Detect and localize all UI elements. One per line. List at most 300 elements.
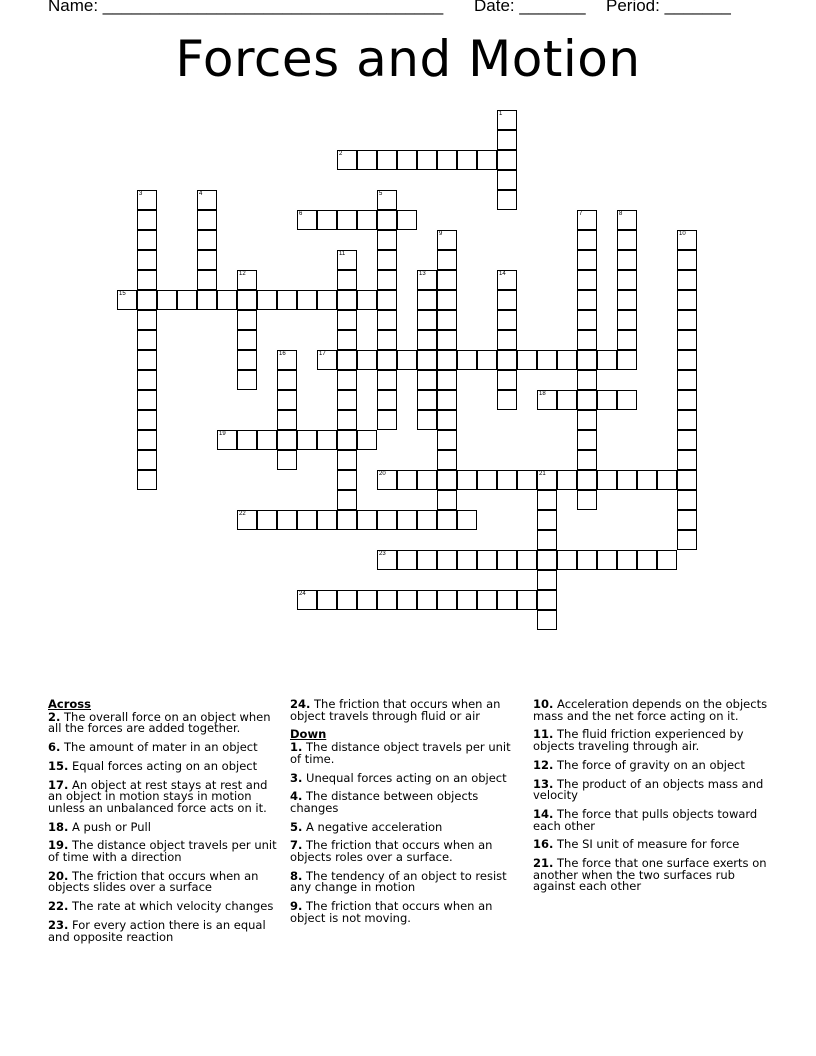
grid-cell[interactable] <box>337 270 357 290</box>
clue-number: 3 <box>139 191 143 197</box>
grid-cell[interactable] <box>197 270 217 290</box>
clue-item-text: For every action there is an equal and opposite reaction <box>48 917 266 944</box>
grid-cell[interactable] <box>137 430 157 450</box>
grid-cell[interactable] <box>497 150 517 170</box>
grid-cell[interactable] <box>417 510 437 530</box>
grid-cell[interactable] <box>377 310 397 330</box>
grid-cell[interactable] <box>437 450 457 470</box>
clue-item-number: 10. <box>533 697 554 711</box>
clue-item-number: 6. <box>48 740 61 755</box>
clue-number: 15 <box>119 291 126 297</box>
grid-cell[interactable] <box>437 590 457 610</box>
grid-cell[interactable] <box>497 550 517 570</box>
name-field[interactable]: Name: ____________________________________ <box>48 0 444 15</box>
grid-cell[interactable] <box>377 590 397 610</box>
grid-cell[interactable] <box>557 470 577 490</box>
grid-cell[interactable] <box>437 550 457 570</box>
grid-cell[interactable] <box>137 270 157 290</box>
grid-cell[interactable] <box>437 410 457 430</box>
clue-number: 5 <box>379 191 383 197</box>
clue-number: 13 <box>419 271 426 277</box>
grid-cell[interactable] <box>197 230 217 250</box>
grid-cell[interactable] <box>197 250 217 270</box>
grid-cell[interactable] <box>537 350 557 370</box>
grid-cell[interactable] <box>377 370 397 390</box>
clue-item-number: 19. <box>48 838 69 853</box>
grid-cell[interactable] <box>437 350 457 370</box>
grid-cell[interactable] <box>677 490 697 510</box>
grid-cell[interactable] <box>417 350 437 370</box>
grid-cell[interactable] <box>677 310 697 330</box>
grid-cell[interactable] <box>437 330 457 350</box>
grid-cell[interactable] <box>197 210 217 230</box>
clue-item-number: 12. <box>533 757 554 772</box>
clue-item <box>48 901 280 913</box>
grid-cell[interactable] <box>577 450 597 470</box>
grid-cell[interactable] <box>617 250 637 270</box>
grid-cell[interactable] <box>377 550 397 570</box>
grid-cell[interactable] <box>377 330 397 350</box>
grid-cell[interactable] <box>277 390 297 410</box>
grid-cell[interactable] <box>537 590 557 610</box>
clue-number: 18 <box>539 391 546 397</box>
grid-cell[interactable] <box>437 490 457 510</box>
clue-item-text: The friction that occurs when an objects roles over a surface. <box>290 838 493 865</box>
grid-cell[interactable] <box>437 230 457 250</box>
period-field[interactable]: Period: _______ <box>606 0 731 15</box>
clue-item-text: The force that pulls objects toward each other <box>533 806 758 833</box>
grid-cell[interactable] <box>677 390 697 410</box>
grid-cell[interactable] <box>477 350 497 370</box>
clue-item-number: 15. <box>48 758 69 773</box>
clue-item-text: The tendency of an object to resist any change in motion <box>290 868 507 895</box>
grid-cell[interactable] <box>477 590 497 610</box>
grid-cell[interactable] <box>677 370 697 390</box>
grid-cell[interactable] <box>337 250 357 270</box>
clue-item <box>48 742 280 754</box>
grid-cell[interactable] <box>277 510 297 530</box>
grid-cell[interactable] <box>337 150 357 170</box>
grid-cell[interactable] <box>237 350 257 370</box>
grid-cell[interactable] <box>377 230 397 250</box>
clue-item-number: 5. <box>290 819 303 834</box>
grid-cell[interactable] <box>657 470 677 490</box>
grid-cell[interactable] <box>377 390 397 410</box>
grid-cell[interactable] <box>557 350 577 370</box>
grid-cell[interactable] <box>237 270 257 290</box>
grid-cell[interactable] <box>477 150 497 170</box>
clue-item-text: The distance between objects changes <box>290 789 479 815</box>
clue-number: 16 <box>279 351 286 357</box>
grid-cell[interactable] <box>537 570 557 590</box>
grid-cell[interactable] <box>397 470 417 490</box>
clue-item <box>533 839 771 851</box>
grid-cell[interactable] <box>617 330 637 350</box>
grid-cell[interactable] <box>597 550 617 570</box>
grid-cell[interactable] <box>617 290 637 310</box>
grid-cell[interactable] <box>277 430 297 450</box>
grid-cell[interactable] <box>457 470 477 490</box>
grid-cell[interactable] <box>597 470 617 490</box>
grid-cell[interactable] <box>337 390 357 410</box>
grid-cell[interactable] <box>537 490 557 510</box>
clue-number: 9 <box>439 231 443 237</box>
grid-cell[interactable] <box>117 290 137 310</box>
grid-cell[interactable] <box>277 450 297 470</box>
grid-cell[interactable] <box>417 590 437 610</box>
clue-item <box>290 770 522 785</box>
page-title: Forces and Motion <box>175 30 641 88</box>
grid-cell[interactable] <box>137 410 157 430</box>
grid-cell[interactable] <box>417 410 437 430</box>
grid-cell[interactable] <box>557 390 577 410</box>
grid-cell[interactable] <box>597 390 617 410</box>
grid-cell[interactable] <box>337 490 357 510</box>
grid-cell[interactable] <box>497 270 517 290</box>
grid-cell[interactable] <box>517 550 537 570</box>
grid-cell[interactable] <box>417 150 437 170</box>
grid-cell[interactable] <box>497 290 517 310</box>
grid-cell[interactable] <box>577 410 597 430</box>
grid-cell[interactable] <box>577 270 597 290</box>
grid-cell[interactable] <box>617 470 637 490</box>
grid-cell[interactable] <box>137 230 157 250</box>
grid-cell[interactable] <box>677 270 697 290</box>
grid-cell[interactable] <box>197 290 217 310</box>
clue-item-text: The friction that occurs when an object travels through fluid or air <box>290 697 501 723</box>
grid-cell[interactable] <box>357 590 377 610</box>
grid-cell[interactable] <box>577 210 597 230</box>
grid-cell[interactable] <box>257 290 277 310</box>
grid-cell[interactable] <box>317 210 337 230</box>
clue-item-number: 23. <box>48 917 69 932</box>
grid-cell[interactable] <box>137 450 157 470</box>
grid-cell[interactable] <box>497 350 517 370</box>
grid-cell[interactable] <box>337 370 357 390</box>
date-field[interactable]: Date: _______ <box>474 0 586 15</box>
grid-cell[interactable] <box>417 390 437 410</box>
grid-cell[interactable] <box>577 390 597 410</box>
grid-cell[interactable] <box>677 410 697 430</box>
grid-cell[interactable] <box>417 330 437 350</box>
grid-cell[interactable] <box>457 550 477 570</box>
grid-cell[interactable] <box>237 430 257 450</box>
grid-cell[interactable] <box>177 290 197 310</box>
clues-column-2 <box>290 699 522 932</box>
grid-cell[interactable] <box>437 310 457 330</box>
grid-cell[interactable] <box>137 190 157 210</box>
clue-item-text: The force that one surface exerts on another when the two surfaces rub against each other <box>533 856 767 894</box>
grid-cell[interactable] <box>317 510 337 530</box>
grid-cell[interactable] <box>577 250 597 270</box>
clue-item-number: 18. <box>48 819 69 834</box>
grid-cell[interactable] <box>617 310 637 330</box>
clue-item <box>533 776 771 803</box>
grid-cell[interactable] <box>497 130 517 150</box>
clue-item-number: 11. <box>533 727 554 742</box>
grid-cell[interactable] <box>677 530 697 550</box>
grid-cell[interactable] <box>617 350 637 370</box>
across-heading: Across <box>48 697 91 711</box>
grid-cell[interactable] <box>377 410 397 430</box>
grid-cell[interactable] <box>237 290 257 310</box>
clue-item-number: 9. <box>290 899 303 914</box>
grid-cell[interactable] <box>317 430 337 450</box>
grid-cell[interactable] <box>437 150 457 170</box>
grid-cell[interactable] <box>577 370 597 390</box>
grid-cell[interactable] <box>417 290 437 310</box>
grid-cell[interactable] <box>657 550 677 570</box>
clue-item <box>290 791 522 814</box>
grid-cell[interactable] <box>597 350 617 370</box>
grid-cell[interactable] <box>377 250 397 270</box>
grid-cell[interactable] <box>497 170 517 190</box>
grid-cell[interactable] <box>497 310 517 330</box>
grid-cell[interactable] <box>317 350 337 370</box>
grid-cell[interactable] <box>517 590 537 610</box>
clue-item <box>290 699 522 722</box>
grid-cell[interactable] <box>377 210 397 230</box>
grid-cell[interactable] <box>437 290 457 310</box>
grid-cell[interactable] <box>137 470 157 490</box>
grid-cell[interactable] <box>137 250 157 270</box>
grid-cell[interactable] <box>537 610 557 630</box>
clue-item <box>533 699 771 722</box>
grid-cell[interactable] <box>457 510 477 530</box>
grid-cell[interactable] <box>517 470 537 490</box>
grid-cell[interactable] <box>677 450 697 470</box>
clue-number: 4 <box>199 191 203 197</box>
clue-item <box>48 709 280 736</box>
grid-cell[interactable] <box>237 330 257 350</box>
grid-cell[interactable] <box>437 430 457 450</box>
clue-item-number: 14. <box>533 806 554 821</box>
grid-cell[interactable] <box>437 510 457 530</box>
grid-cell[interactable] <box>357 150 377 170</box>
clue-item <box>48 917 280 944</box>
clue-number: 24 <box>299 591 306 597</box>
grid-cell[interactable] <box>557 550 577 570</box>
grid-cell[interactable] <box>137 210 157 230</box>
grid-cell[interactable] <box>417 270 437 290</box>
grid-cell[interactable] <box>477 550 497 570</box>
grid-cell[interactable] <box>577 350 597 370</box>
grid-cell[interactable] <box>137 330 157 350</box>
clue-number: 7 <box>579 211 583 217</box>
clue-item <box>533 729 771 752</box>
grid-cell[interactable] <box>377 510 397 530</box>
grid-cell[interactable] <box>617 550 637 570</box>
clue-item-text: The overall force on an object when all the forces are added together. <box>48 709 271 736</box>
grid-cell[interactable] <box>677 330 697 350</box>
grid-cell[interactable] <box>277 290 297 310</box>
clue-item-number: 4. <box>290 789 303 804</box>
grid-cell[interactable] <box>337 510 357 530</box>
clue-item-number: 20. <box>48 868 69 883</box>
grid-cell[interactable] <box>377 290 397 310</box>
clue-item-text: Equal forces acting on an object <box>72 758 258 773</box>
grid-cell[interactable] <box>497 370 517 390</box>
grid-cell[interactable] <box>317 590 337 610</box>
grid-cell[interactable] <box>437 270 457 290</box>
grid-cell[interactable] <box>277 410 297 430</box>
grid-cell[interactable] <box>257 430 277 450</box>
down-heading: Down <box>290 727 327 742</box>
grid-cell[interactable] <box>337 450 357 470</box>
grid-cell[interactable] <box>537 470 557 490</box>
grid-cell[interactable] <box>637 550 657 570</box>
grid-cell[interactable] <box>277 370 297 390</box>
clue-item-text: The distance object travels per unit of time. <box>290 740 511 766</box>
grid-cell[interactable] <box>197 190 217 210</box>
grid-cell[interactable] <box>337 290 357 310</box>
grid-cell[interactable] <box>317 290 337 310</box>
grid-cell[interactable] <box>437 470 457 490</box>
clue-item-number: 17. <box>48 777 69 792</box>
clue-item-number: 2. <box>48 709 61 724</box>
clue-item-text: Unequal forces acting on an object <box>306 770 507 785</box>
clue-item <box>533 757 771 772</box>
grid-cell[interactable] <box>237 310 257 330</box>
grid-cell[interactable] <box>417 370 437 390</box>
grid-cell[interactable] <box>137 390 157 410</box>
grid-cell[interactable] <box>397 350 417 370</box>
grid-cell[interactable] <box>457 350 477 370</box>
clue-number: 2 <box>339 151 343 157</box>
grid-cell[interactable] <box>577 330 597 350</box>
clues-column-1 <box>48 699 280 950</box>
grid-cell[interactable] <box>397 590 417 610</box>
grid-cell[interactable] <box>397 510 417 530</box>
grid-cell[interactable] <box>617 270 637 290</box>
grid-cell[interactable] <box>217 430 237 450</box>
grid-cell[interactable] <box>577 470 597 490</box>
grid-cell[interactable] <box>417 550 437 570</box>
grid-cell[interactable] <box>497 470 517 490</box>
grid-cell[interactable] <box>577 490 597 510</box>
grid-cell[interactable] <box>617 390 637 410</box>
grid-cell[interactable] <box>337 430 357 450</box>
grid-cell[interactable] <box>617 210 637 230</box>
grid-cell[interactable] <box>637 470 657 490</box>
clue-number: 20 <box>379 471 386 477</box>
grid-cell[interactable] <box>577 310 597 330</box>
grid-cell[interactable] <box>137 370 157 390</box>
grid-cell[interactable] <box>437 250 457 270</box>
grid-cell[interactable] <box>677 250 697 270</box>
grid-cell[interactable] <box>677 230 697 250</box>
grid-cell[interactable] <box>377 350 397 370</box>
grid-cell[interactable] <box>377 270 397 290</box>
grid-cell[interactable] <box>617 230 637 250</box>
grid-cell[interactable] <box>337 590 357 610</box>
grid-cell[interactable] <box>397 210 417 230</box>
grid-cell[interactable] <box>337 310 357 330</box>
clue-number: 12 <box>239 271 246 277</box>
grid-cell[interactable] <box>397 550 417 570</box>
grid-cell[interactable] <box>417 470 437 490</box>
grid-cell[interactable] <box>677 430 697 450</box>
grid-cell[interactable] <box>237 510 257 530</box>
grid-cell[interactable] <box>297 290 317 310</box>
grid-cell[interactable] <box>357 210 377 230</box>
grid-cell[interactable] <box>137 350 157 370</box>
grid-cell[interactable] <box>157 290 177 310</box>
grid-cell[interactable] <box>677 510 697 530</box>
clue-item-number: 8. <box>290 868 303 883</box>
grid-cell[interactable] <box>377 190 397 210</box>
grid-cell[interactable] <box>497 330 517 350</box>
grid-cell[interactable] <box>397 150 417 170</box>
clue-item-text: Acceleration depends on the objects mass and the net force acting on it. <box>533 697 768 723</box>
clue-item-number: 24. <box>290 697 311 711</box>
grid-cell[interactable] <box>297 430 317 450</box>
clue-number: 10 <box>679 231 686 237</box>
grid-cell[interactable] <box>237 370 257 390</box>
grid-cell[interactable] <box>337 410 357 430</box>
grid-cell[interactable] <box>357 510 377 530</box>
grid-cell[interactable] <box>457 590 477 610</box>
clue-item-text: The distance object travels per unit of time with a direction <box>48 838 277 865</box>
grid-cell[interactable] <box>297 590 317 610</box>
grid-cell[interactable] <box>137 290 157 310</box>
clue-number: 23 <box>379 551 386 557</box>
grid-cell[interactable] <box>577 430 597 450</box>
clue-item <box>533 858 771 893</box>
grid-cell[interactable] <box>497 110 517 130</box>
grid-cell[interactable] <box>337 330 357 350</box>
grid-cell[interactable] <box>357 350 377 370</box>
clue-item-text: The force of gravity on an object <box>557 757 745 772</box>
clue-item-text: The product of an objects mass and velocity <box>533 776 764 803</box>
grid-cell[interactable] <box>357 430 377 450</box>
grid-cell[interactable] <box>437 390 457 410</box>
grid-cell[interactable] <box>417 310 437 330</box>
grid-cell[interactable] <box>477 470 497 490</box>
grid-cell[interactable] <box>337 350 357 370</box>
grid-cell[interactable] <box>297 510 317 530</box>
grid-cell[interactable] <box>677 470 697 490</box>
grid-cell[interactable] <box>257 510 277 530</box>
grid-cell[interactable] <box>577 550 597 570</box>
grid-cell[interactable] <box>377 150 397 170</box>
grid-cell[interactable] <box>457 150 477 170</box>
grid-cell[interactable] <box>497 590 517 610</box>
grid-cell[interactable] <box>537 510 557 530</box>
grid-cell[interactable] <box>497 390 517 410</box>
grid-cell[interactable] <box>497 190 517 210</box>
grid-cell[interactable] <box>337 470 357 490</box>
grid-cell[interactable] <box>337 210 357 230</box>
grid-cell[interactable] <box>577 230 597 250</box>
grid-cell[interactable] <box>437 370 457 390</box>
clue-number: 22 <box>239 511 246 517</box>
grid-cell[interactable] <box>537 390 557 410</box>
grid-cell[interactable] <box>217 290 237 310</box>
grid-cell[interactable] <box>677 350 697 370</box>
grid-cell[interactable] <box>577 290 597 310</box>
grid-cell[interactable] <box>537 550 557 570</box>
grid-cell[interactable] <box>357 290 377 310</box>
grid-cell[interactable] <box>297 210 317 230</box>
clue-item <box>48 819 280 834</box>
grid-cell[interactable] <box>137 310 157 330</box>
grid-cell[interactable] <box>677 290 697 310</box>
grid-cell[interactable] <box>537 530 557 550</box>
grid-cell[interactable] <box>517 350 537 370</box>
grid-cell[interactable] <box>377 470 397 490</box>
grid-cell[interactable] <box>277 350 297 370</box>
